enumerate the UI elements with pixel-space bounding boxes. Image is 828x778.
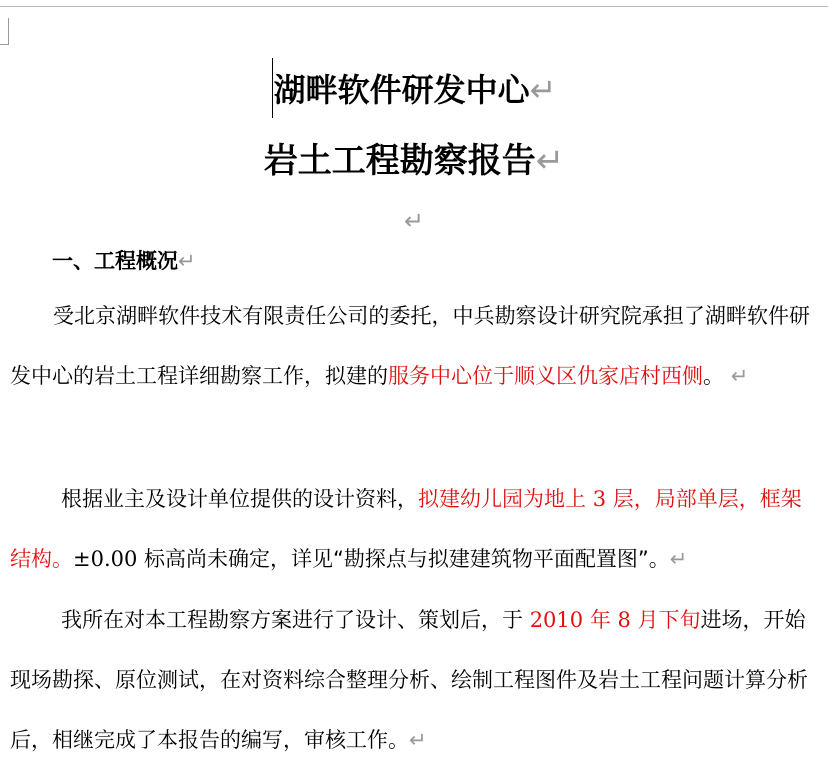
paragraph-mark-icon: ↵	[730, 364, 749, 388]
document-title-main[interactable]	[0, 62, 828, 122]
paragraph-2-highlight-a: 拟建幼儿园为地上	[418, 487, 593, 511]
paragraph-3-month: 8	[617, 608, 631, 632]
paragraph-2-text: 根据业主及设计单位提供的设计资料，	[61, 487, 418, 511]
paragraph-3-year-unit: 年	[583, 608, 618, 632]
paragraph-mark-icon: ↵	[403, 207, 425, 235]
paragraph-3-month-unit: 月下旬	[630, 608, 701, 632]
section-heading[interactable]	[52, 244, 196, 278]
title-main-text: 湖畔软件研发中心	[273, 71, 530, 109]
paragraph-3-text: 我所在对本工程勘察方案进行了设计、策划后，于	[61, 608, 530, 632]
empty-paragraph[interactable]	[0, 205, 828, 237]
paragraph-3-end: 进场，开始现场勘探、原位测试，在对资料综合整理分析、绘制工程图件及岩土工程问题计算分析后，相继完成了本报告的编写，审核工作。	[10, 608, 808, 752]
paragraph-1-end: 。	[703, 364, 724, 388]
paragraph-mark-icon: ↵	[409, 728, 427, 752]
paragraph-2-highlight-b: 层，局部单层，框架结构。	[10, 487, 802, 571]
paragraph-mark-icon: ↵	[535, 141, 565, 181]
paragraph-2[interactable]	[10, 469, 810, 589]
paragraph-3-year: 2010	[529, 608, 584, 632]
paragraph-1-text: 受北京湖畔软件技术有限责任公司的委托，中兵勘察设计研究院承担了湖畔软件研发中心的岩土工程详细勘察工作，拟建的	[10, 304, 810, 388]
paragraph-1[interactable]	[10, 286, 810, 406]
paragraph-2-end: 标高尚未确定，详见“勘探点与拟建建筑物平面配置图”。	[137, 547, 670, 571]
title-sub-text: 岩土工程勘察报告	[263, 141, 536, 181]
paragraph-mark-icon: ↵	[529, 71, 557, 109]
paragraph-2-elevation: ±0.00	[73, 547, 138, 571]
document-title-sub[interactable]	[0, 133, 828, 189]
page-margin-corner-mark	[0, 18, 9, 45]
text-cursor	[272, 58, 273, 118]
paragraph-3[interactable]	[10, 590, 810, 770]
paragraph-mark-icon: ↵	[669, 547, 688, 571]
paragraph-mark-icon: ↵	[178, 249, 196, 273]
paragraph-1-highlight: 服务中心位于顺义区仇家店村西侧	[388, 364, 703, 388]
section-heading-text: 一、工程概况	[52, 249, 178, 273]
page-top-rule	[0, 6, 828, 7]
paragraph-2-highlight-number: 3	[592, 487, 607, 511]
